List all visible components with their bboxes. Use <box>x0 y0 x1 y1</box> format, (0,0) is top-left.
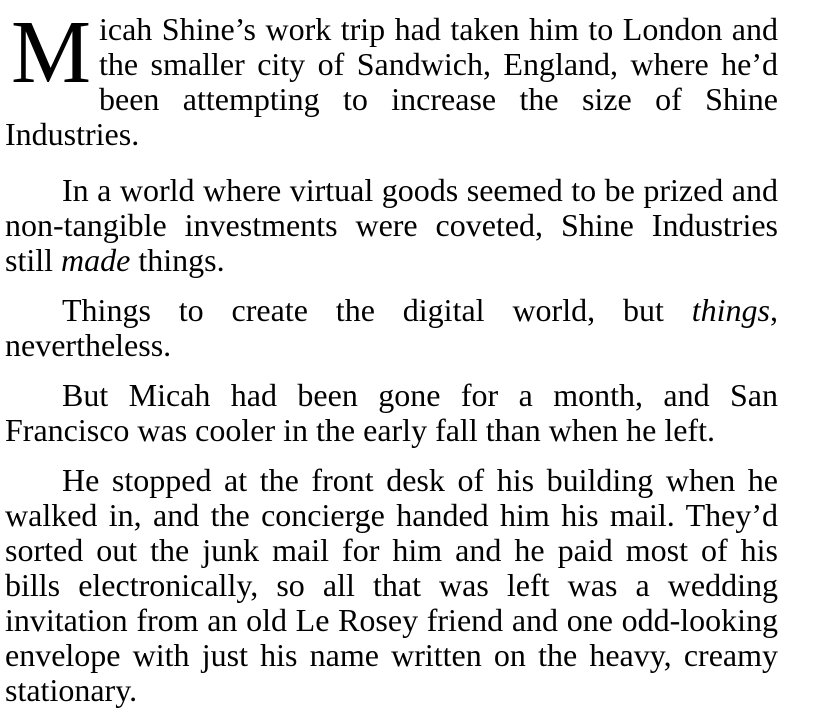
drop-cap: M <box>11 3 92 102</box>
text-run: He stopped at the front desk of his building when he walked in, and the concierge handed him his mail. They’d sorted out the junk mail for him and he paid most of his bills electronically, so all that was left was a wedding invitation from an old Le Rosey friend and one odd-looking envelope with just his name written on the heavy, creamy stationary. <box>5 462 778 708</box>
text-run: , nevertheless. <box>5 292 778 363</box>
paragraph <box>5 3 778 152</box>
paragraph <box>5 293 778 363</box>
text-run: icah Shine’s work trip had taken him to London and the smaller city of Sandwich, England, where he’d been attempting to increase the size of Shine Industries. <box>5 11 778 152</box>
page-text <box>5 3 778 708</box>
text-run: things. <box>130 242 225 278</box>
text-run: Things to create the digital world, but <box>62 292 692 328</box>
italic-text-run: made <box>61 242 131 278</box>
paragraph <box>5 463 778 708</box>
text-run: But Micah had been gone for a month, and San Francisco was cooler in the early fall than when he left. <box>5 377 778 448</box>
text-run: In a world where virtual goods seemed to be prized and non-tangible investments were coveted, Shine Industries still <box>5 172 778 278</box>
italic-text-run: things <box>691 292 770 328</box>
paragraph <box>5 378 778 448</box>
paragraph <box>5 173 778 278</box>
